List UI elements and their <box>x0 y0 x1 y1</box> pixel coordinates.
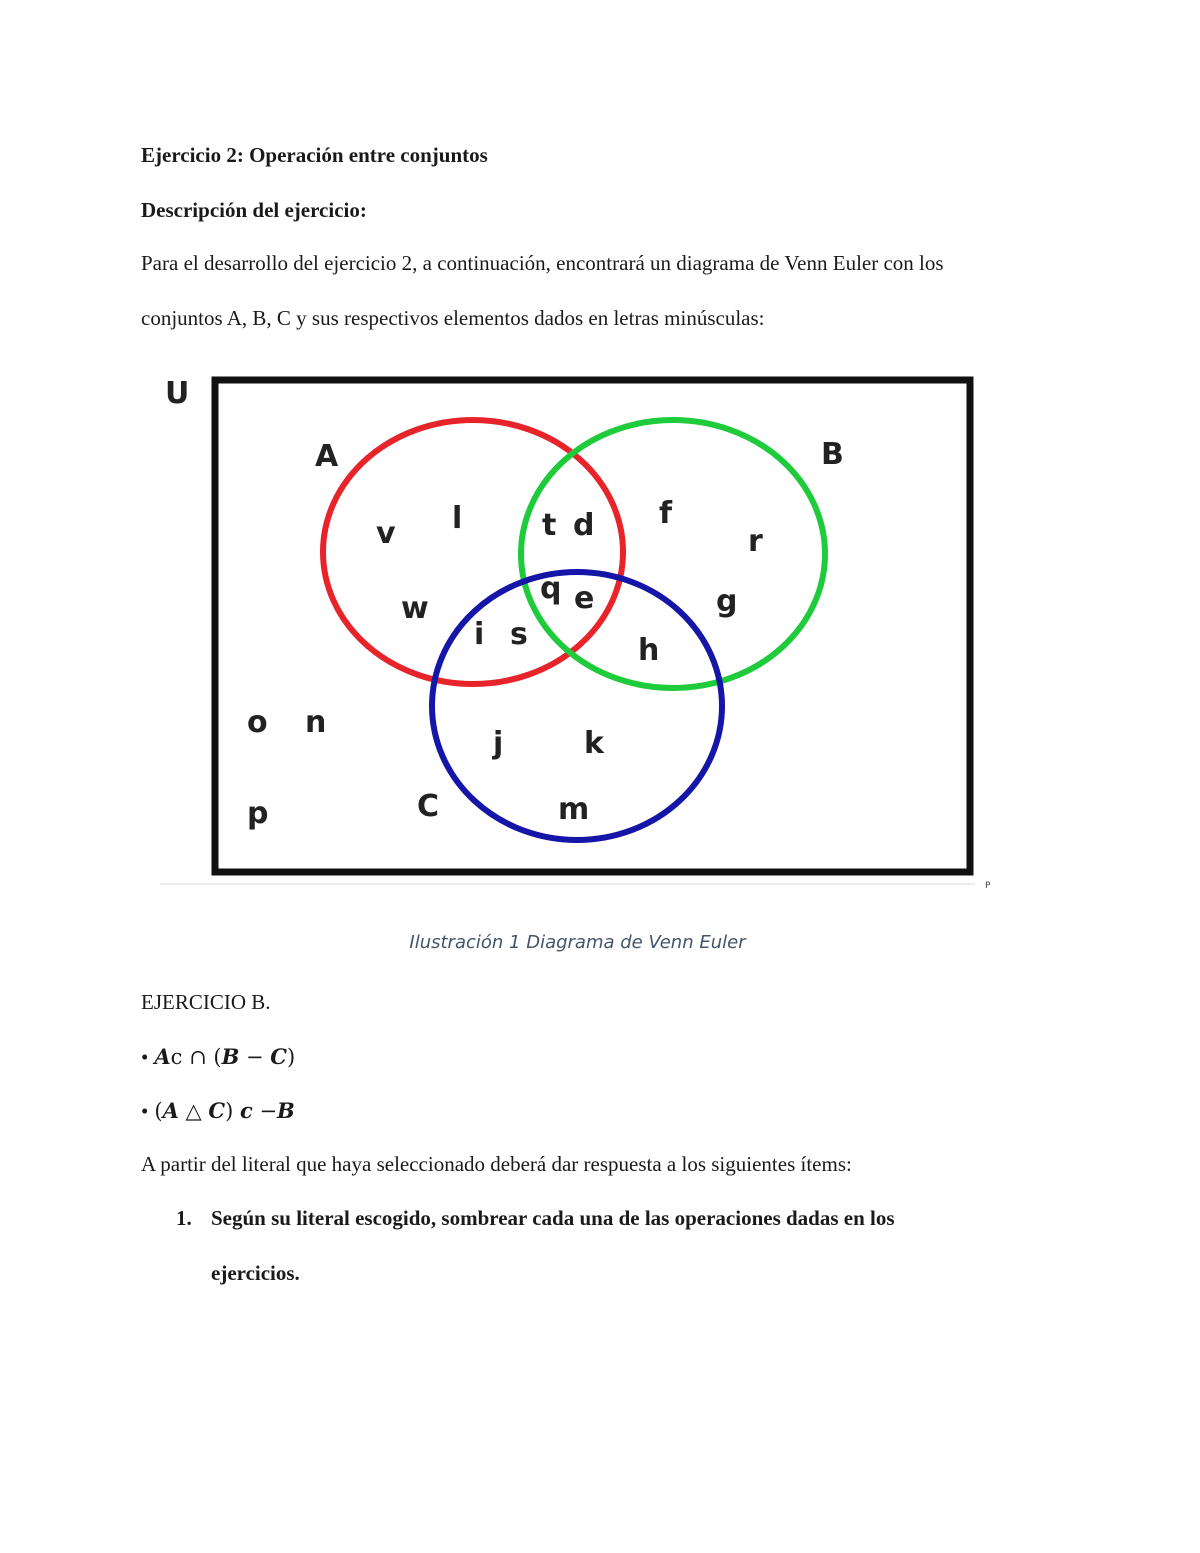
element-p: p <box>247 796 269 831</box>
element-l: l <box>452 501 463 536</box>
op1-close-paren: ) <box>286 1045 296 1069</box>
universe-label: U <box>165 376 190 411</box>
item-number: 1. <box>176 1206 192 1230</box>
element-w: w <box>401 591 429 626</box>
element-j: j <box>493 726 504 761</box>
element-t: t <box>542 508 557 543</box>
venn-diagram <box>155 368 1005 898</box>
instruction-text: A partir del literal que haya seleccionado deberá dar respuesta a los siguientes ítems: <box>141 1152 852 1176</box>
set-b-label: B <box>821 437 844 472</box>
op1-set-c: C <box>270 1044 287 1069</box>
op2-symmetric-difference: △ <box>178 1099 209 1123</box>
numbered-item-1 <box>176 1206 895 1231</box>
op2-set-a: A <box>162 1098 179 1123</box>
item-1-text-line-2: ejercicios. <box>211 1261 300 1285</box>
op2-open-paren: ( <box>154 1099 163 1123</box>
element-q: q <box>540 571 562 606</box>
description-paragraph-line-1: Para el desarrollo del ejercicio 2, a continuación, encontrará un diagrama de Venn Euler con los <box>141 251 944 275</box>
op1-complement-intersection: c ∩ ( <box>170 1045 222 1069</box>
description-heading: Descripción del ejercicio: <box>141 198 367 222</box>
element-r: r <box>748 524 763 559</box>
element-d: d <box>573 508 595 543</box>
bullet: • <box>141 1045 149 1069</box>
exercise-heading: EJERCICIO B. <box>141 990 271 1014</box>
op2-set-c: C <box>208 1098 226 1123</box>
figure-caption: Ilustración 1 Diagrama de Venn Euler <box>409 932 746 953</box>
operation-1 <box>141 1044 295 1070</box>
corner-mark: P <box>985 881 991 891</box>
description-paragraph-line-2: conjuntos A, B, C y sus respectivos elementos dados en letras minúsculas: <box>141 306 765 330</box>
element-e: e <box>574 581 595 616</box>
op2-complement: c <box>239 1098 253 1123</box>
op1-set-b: B <box>221 1044 240 1069</box>
op1-set-a: A <box>154 1044 171 1069</box>
page-title: Ejercicio 2: Operación entre conjuntos <box>141 143 488 167</box>
venn-diagram-figure <box>155 368 1005 898</box>
op2-set-b: B <box>277 1098 295 1123</box>
set-a-label: A <box>315 439 339 474</box>
element-m: m <box>558 792 590 827</box>
set-a-circle <box>323 420 623 684</box>
element-f: f <box>659 496 673 531</box>
element-h: h <box>638 633 660 668</box>
op2-close-paren: ) <box>225 1099 240 1123</box>
element-k: k <box>584 726 604 761</box>
operation-2 <box>141 1098 295 1124</box>
element-o: o <box>247 705 268 740</box>
op2-minus: − <box>252 1099 278 1123</box>
element-s: s <box>510 617 528 652</box>
element-g: g <box>716 584 738 619</box>
op1-minus: − <box>239 1045 271 1069</box>
item-1-text-line-1: Según su literal escogido, sombrear cada una de las operaciones dadas en los <box>211 1206 895 1230</box>
element-n: n <box>305 705 327 740</box>
element-v: v <box>376 516 396 551</box>
element-i: i <box>474 617 485 652</box>
set-b-circle <box>521 420 825 688</box>
set-c-label: C <box>417 789 440 824</box>
bullet: • <box>141 1099 149 1123</box>
